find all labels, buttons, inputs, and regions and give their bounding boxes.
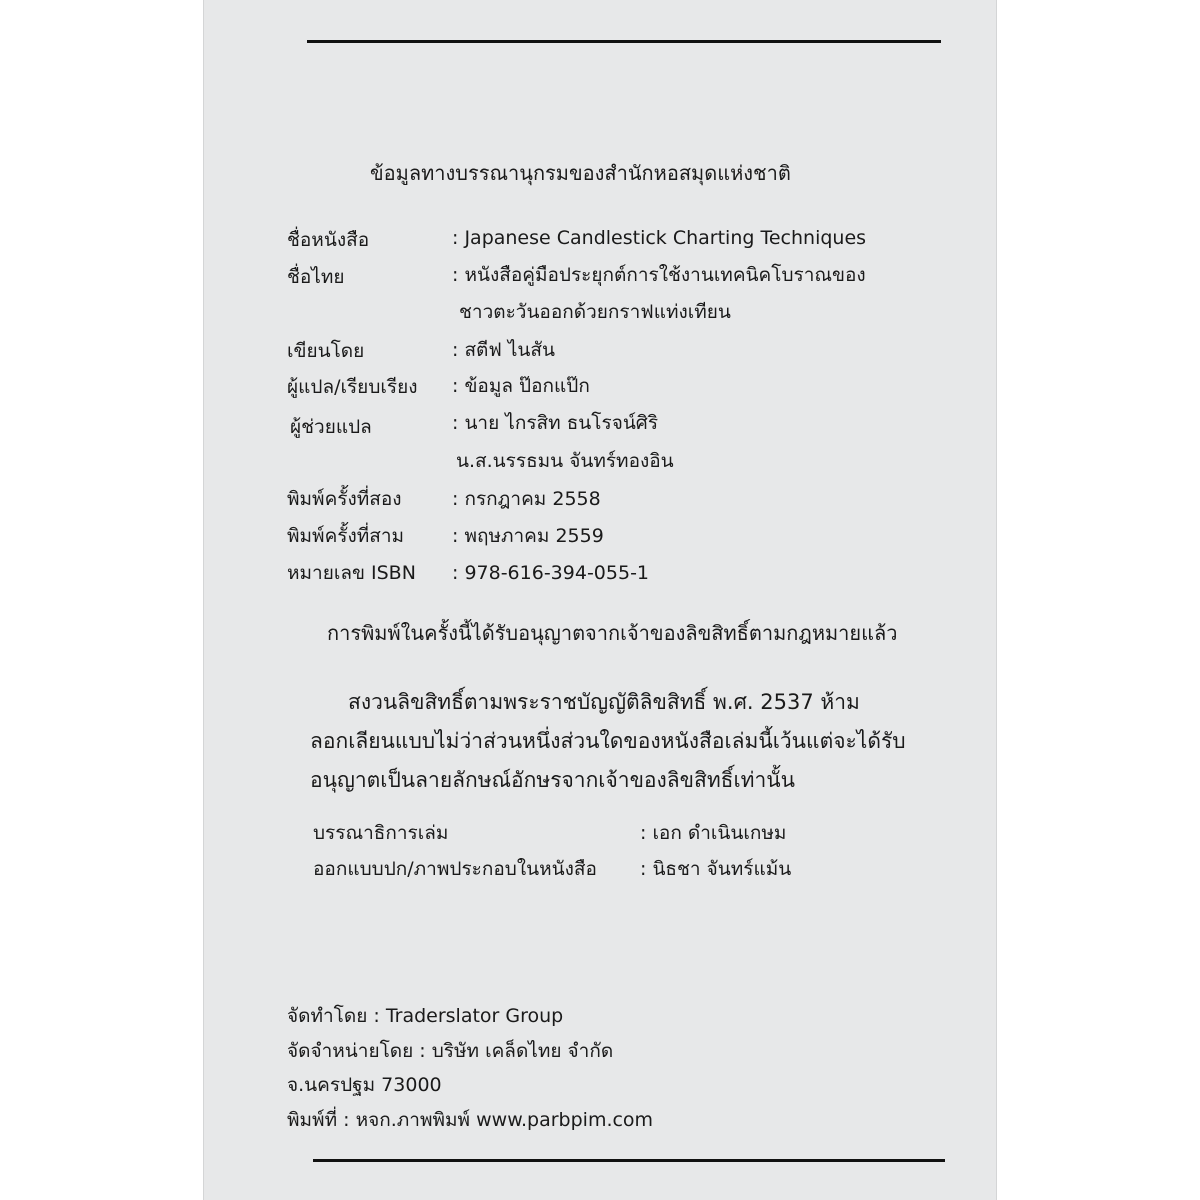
- translator-label: ผู้แปล/เรียบเรียง: [287, 376, 418, 398]
- copyright-line: ลอกเลียนแบบไม่ว่าส่วนหนึ่งส่วนใดของหนังสือเล่มนี้เว้นแต่จะได้รับ: [310, 729, 906, 753]
- designer-label: ออกแบบปก/ภาพประกอบในหนังสือ: [313, 858, 597, 880]
- assistant-value: : นาย ไกรสิท ธนโรจน์ศิริ: [452, 412, 659, 434]
- second-print-label: พิมพ์ครั้งที่สอง: [287, 488, 402, 510]
- translator-value: : ข้อมูล ป๊อกแป๊ก: [452, 375, 590, 397]
- copyright-line: สงวนลิขสิทธิ์ตามพระราชบัญญัติลิขสิทธิ์ พ.ศ. 2537 ห้าม: [348, 690, 860, 714]
- assistant-value-continued: น.ส.นรรธมน จันทร์ทองอิน: [456, 450, 674, 472]
- third-print-label: พิมพ์ครั้งที่สาม: [287, 525, 405, 547]
- permission-notice: การพิมพ์ในครั้งนี้ได้รับอนุญาตจากเจ้าของลิขสิทธิ์ตามกฎหมายแล้ว: [327, 621, 898, 645]
- isbn-label: หมายเลข ISBN: [287, 562, 416, 584]
- assistant-label: ผู้ช่วยแปล: [290, 416, 372, 438]
- title-th-label: ชื่อไทย: [287, 266, 345, 288]
- title-th-value: : หนังสือคู่มือประยุกต์การใช้งานเทคนิคโบราณของ: [452, 264, 866, 286]
- third-print-value: : พฤษภาคม 2559: [452, 525, 604, 547]
- title-th-value-continued: ชาวตะวันออกด้วยกราฟแท่งเทียน: [459, 301, 731, 323]
- title-en-value: : Japanese Candlestick Charting Techniques: [452, 227, 867, 249]
- top-rule: [307, 40, 941, 43]
- copyright-line: อนุญาตเป็นลายลักษณ์อักษรจากเจ้าของลิขสิทธิ์เท่านั้น: [310, 768, 796, 792]
- province: จ.นครปฐม 73000: [287, 1074, 442, 1096]
- printed-at: พิมพ์ที่ : หจก.ภาพพิมพ์ www.parbpim.com: [287, 1109, 654, 1131]
- isbn-value: : 978-616-394-055-1: [452, 562, 650, 584]
- title-en-label: ชื่อหนังสือ: [287, 229, 370, 251]
- distributed-by: จัดจำหน่ายโดย : บริษัท เคล็ดไทย จำกัด: [287, 1040, 614, 1062]
- catalog-heading: ข้อมูลทางบรรณานุกรมของสำนักหอสมุดแห่งชาติ: [370, 161, 791, 185]
- editor-label: บรรณาธิการเล่ม: [313, 822, 449, 844]
- editor-value: : เอก ดำเนินเกษม: [640, 822, 787, 844]
- bottom-rule: [313, 1159, 945, 1162]
- author-label: เขียนโดย: [287, 340, 365, 362]
- designer-value: : นิธชา จันทร์แม้น: [640, 858, 792, 880]
- copyright-paragraph: [310, 683, 960, 800]
- produced-by: จัดทำโดย : Traderslator Group: [287, 1005, 564, 1027]
- second-print-value: : กรกฎาคม 2558: [452, 488, 601, 510]
- author-value: : สตีฟ ไนสัน: [452, 339, 555, 361]
